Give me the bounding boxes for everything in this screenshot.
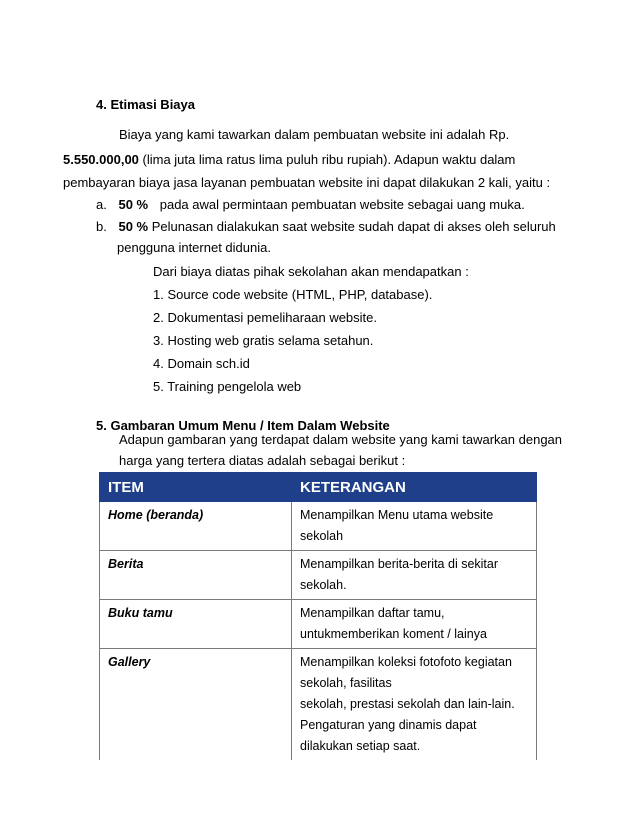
keterangan-line: sekolah. — [300, 578, 347, 592]
payment-item-a — [96, 197, 525, 212]
benefits-intro: Dari biaya diatas pihak sekolahan akan mendapatkan : — [153, 264, 469, 279]
table-row — [100, 649, 537, 761]
benefit-item: 1. Source code website (HTML, PHP, database). — [153, 287, 433, 302]
payment-item-a-marker: a. — [96, 197, 107, 212]
payment-item-a-percent: 50 % — [118, 197, 149, 212]
table-cell-keterangan — [292, 600, 537, 649]
table-cell-item: Gallery — [100, 649, 292, 761]
keterangan-line: Menampilkan daftar tamu, — [300, 606, 445, 620]
section-5-line-1: Adapun gambaran yang terdapat dalam website yang kami tawarkan dengan — [119, 432, 563, 447]
keterangan-line: sekolah — [300, 529, 344, 543]
section-5-line-2: harga yang tertera diatas adalah sebagai berikut : — [119, 453, 406, 468]
table-header-item: ITEM — [100, 473, 292, 502]
table-cell-keterangan — [292, 551, 537, 600]
table-cell-keterangan — [292, 502, 537, 551]
table-cell-item: Berita — [100, 551, 292, 600]
keterangan-line: Menampilkan Menu utama website — [300, 508, 494, 522]
keterangan-line: sekolah, fasilitas — [300, 676, 392, 690]
payment-item-b-text: Pelunasan dialakukan saat website sudah dapat di akses oleh seluruh — [151, 219, 556, 234]
keterangan-line: Menampilkan berita-berita di sekitar — [300, 557, 499, 571]
benefit-item: 4. Domain sch.id — [153, 356, 250, 371]
table-row — [100, 551, 537, 600]
keterangan-line: Menampilkan koleksi fotofoto kegiatan — [300, 655, 512, 669]
benefit-item: 3. Hosting web gratis selama setahun. — [153, 333, 374, 348]
menu-items-table — [99, 472, 537, 760]
section-4-line-1: Biaya yang kami tawarkan dalam pembuatan website ini adalah Rp. — [119, 127, 510, 142]
cost-amount: 5.550.000,00 — [63, 152, 139, 167]
section-4-line-2 — [63, 152, 515, 167]
payment-item-b-percent: 50 % — [118, 219, 149, 234]
table-cell-keterangan — [292, 649, 537, 761]
payment-item-a-text: pada awal permintaan pembuatan website sebagai uang muka. — [159, 197, 525, 212]
payment-item-b-continued: pengguna internet didunia. — [117, 240, 271, 255]
keterangan-line: sekolah, prestasi sekolah dan lain-lain. — [300, 697, 515, 711]
table-row — [100, 600, 537, 649]
section-5-heading: 5. Gambaran Umum Menu / Item Dalam Website — [96, 418, 390, 433]
benefit-item: 5. Training pengelola web — [153, 379, 302, 394]
table-cell-item: Home (beranda) — [100, 502, 292, 551]
section-4-line-3: pembayaran biaya jasa layanan pembuatan website ini dapat dilakukan 2 kali, yaitu : — [63, 175, 551, 190]
payment-item-b-marker: b. — [96, 219, 107, 234]
section-4-heading: 4. Etimasi Biaya — [96, 97, 195, 112]
benefit-item: 2. Dokumentasi pemeliharaan website. — [153, 310, 378, 325]
payment-item-b — [96, 219, 558, 234]
table-header-row — [100, 473, 537, 502]
cost-amount-words: (lima juta lima ratus lima puluh ribu rupiah). Adapun waktu dalam — [138, 152, 516, 167]
table-cell-item: Buku tamu — [100, 600, 292, 649]
keterangan-line: untukmemberikan koment / lainya — [300, 627, 487, 641]
keterangan-line: Pengaturan yang dinamis dapat — [300, 718, 477, 732]
keterangan-line: dilakukan setiap saat. — [300, 739, 421, 753]
table-row — [100, 502, 537, 551]
table-header-keterangan: KETERANGAN — [292, 473, 537, 502]
